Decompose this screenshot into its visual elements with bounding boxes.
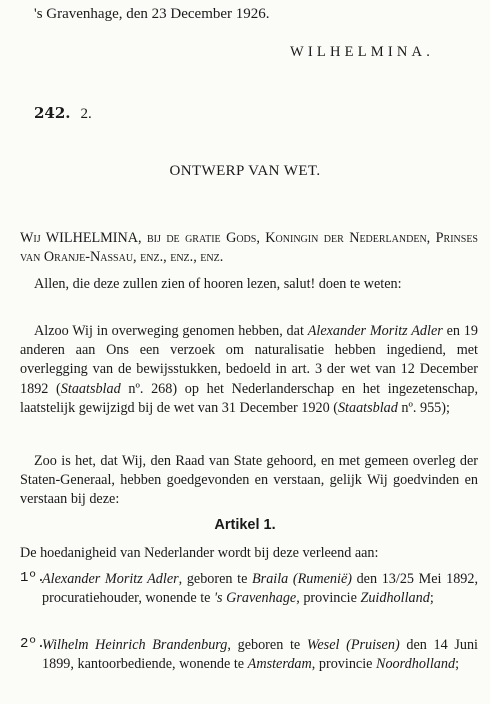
article-intro: De hoedanigheid van Nederlander wordt bij deze verleend aan: xyxy=(20,545,379,561)
item-number: 1º. xyxy=(20,570,46,586)
signer-name: WILHELMINA. xyxy=(290,44,435,60)
document-number-sub: 2. xyxy=(80,106,92,122)
staatsblad-ref-2: Staatsblad xyxy=(337,399,398,416)
document-number-main: 242. xyxy=(34,104,71,122)
consideration-text-c: en 19 anderen aan Ons een verzoek om naturalisatie hebben ingediend, met overlegging van de bewijsstukken, bedoeld in art. 3 der wet van 12 December 1892 ( xyxy=(20,323,478,397)
applicant-name: Alexander Moritz Adler xyxy=(307,323,443,339)
person-name: Alexander Moritz Adler xyxy=(42,571,179,587)
birthplace: Braila (Rumenië) xyxy=(252,571,352,587)
item-text-part: , geboren te xyxy=(178,571,252,587)
item-text-part: ; xyxy=(455,656,460,673)
person-name: Wilhelm Heinrich Brandenburg xyxy=(42,637,228,653)
residence: 's Gravenhage xyxy=(213,590,297,607)
article-heading: Artikel 1. xyxy=(214,517,276,533)
item-text xyxy=(42,570,478,608)
item-text-part: den 14 Juni 1899, kantoorbediende, wonende te xyxy=(42,637,478,673)
consideration-paragraph xyxy=(20,322,478,418)
item-text-part: , provincie xyxy=(296,590,361,607)
place-date-line: 's Gravenhage, den 23 December 1926. xyxy=(34,6,270,22)
document-number xyxy=(34,104,92,123)
item-text-part: ; xyxy=(429,590,434,607)
enactment-paragraph: Zoo is het, dat Wij, den Raad van State gehoord, en met gemeen overleg der Staten-Generaal, hebben goedgevonden en verstaan, gelijk Wij goedvinden en verstaan bij deze: xyxy=(20,453,478,508)
item-text-part: , geboren te xyxy=(227,637,307,653)
residence: Amsterdam xyxy=(247,656,312,673)
province: Zuidholland xyxy=(360,590,430,607)
consideration-text-e: nº. 268) op het Nederlanderschap en het ingezetenschap, laatstelijk gewijzigd bij de wet van 31 December 1920 ( xyxy=(20,380,478,416)
intro-titles: bij de gratie Gods, Koningin der Nederlanden, Prinses van Oranje-Nassau, enz., enz., enz. xyxy=(20,230,478,266)
page-title: ONTWERP VAN WET. xyxy=(169,163,321,179)
item-text xyxy=(42,636,478,674)
intro-king: Wij WILHELMINA, xyxy=(20,230,147,246)
item-number: 2º. xyxy=(20,636,46,652)
greeting-paragraph: Allen, die deze zullen zien of hooren lezen, salut! doen te weten: xyxy=(34,276,402,292)
staatsblad-ref-1: Staatsblad xyxy=(60,380,121,397)
province: Noordholland xyxy=(376,656,456,673)
preamble-intro xyxy=(20,229,478,267)
item-text-part: , provincie xyxy=(311,656,376,673)
item-text-part: den 13/25 Mei 1892, procuratiehouder, wonende te xyxy=(42,571,479,607)
birthplace: Wesel (Pruisen) xyxy=(306,637,400,653)
consideration-text-g: nº. 955); xyxy=(397,399,450,416)
consideration-text-a: Alzoo Wij in overweging genomen hebben, dat xyxy=(34,323,308,339)
